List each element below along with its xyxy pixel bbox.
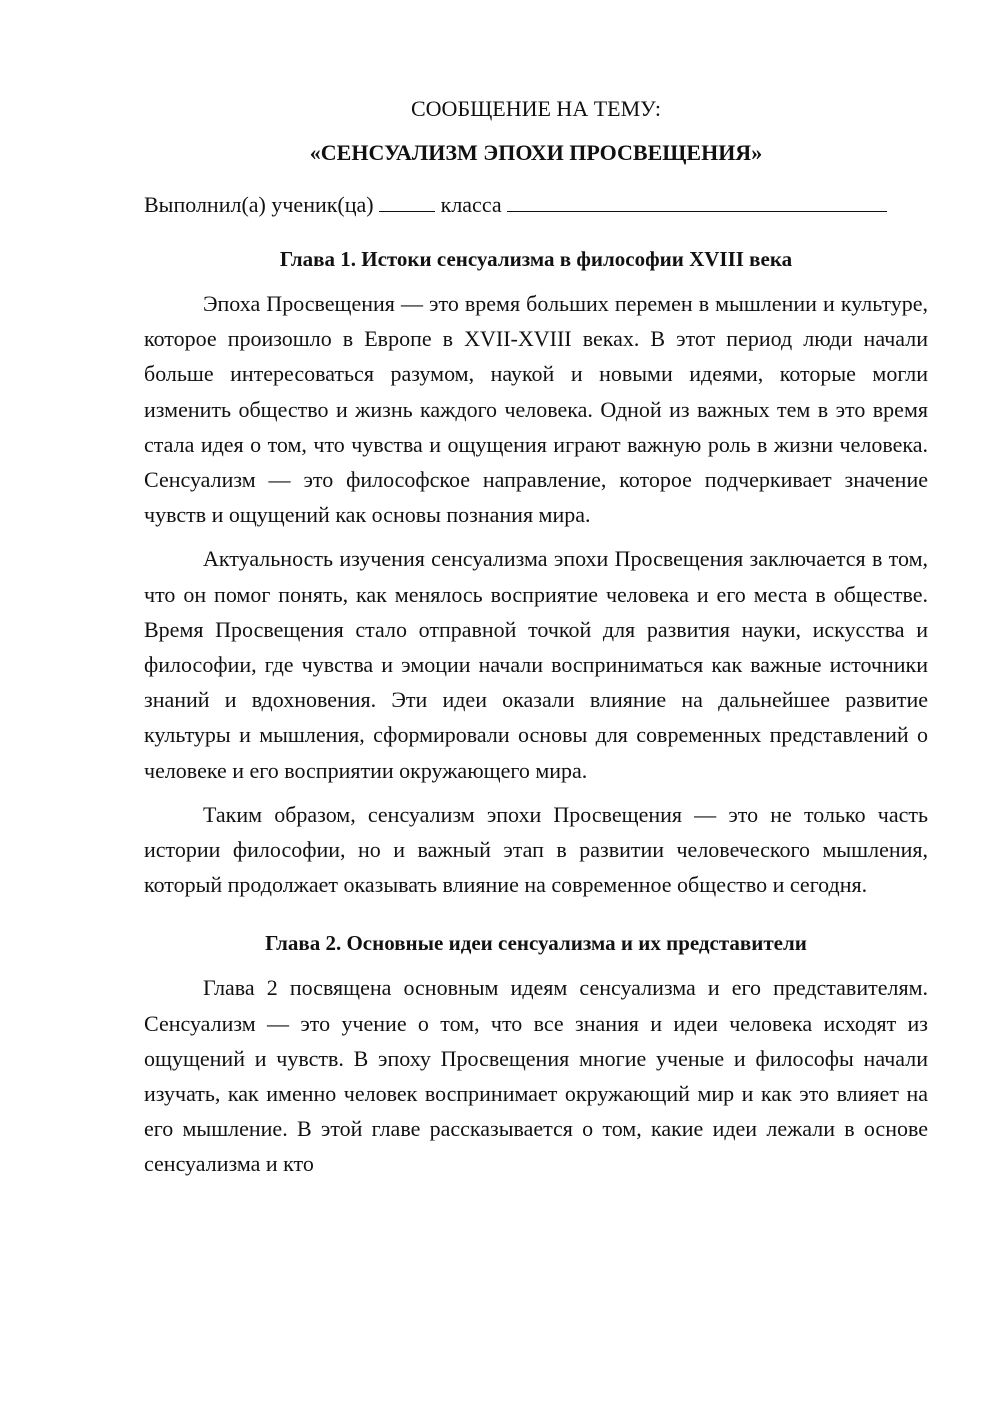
author-line: [144, 188, 928, 222]
chapter1-paragraph: Эпоха Просвещения — это время больших перемен в мышлении и культуре, которое произошло в Европе в XVII-XVIII веках. В этот период люди начали больше интересоваться разумом, наукой и новыми идеями, которые могли изменить общество и жизнь каждого человека. Одной из важных тем в это время стала идея о том, что чувства и ощущения играют важную роль в жизни человека. Сенсуализм — это философское направление, которое подчеркивает значение чувств и ощущений как основы познания мира.: [144, 291, 928, 528]
document-title-line2: «СЕНСУАЛИЗМ ЭПОХИ ПРОСВЕЩЕНИЯ»: [309, 140, 763, 165]
student-name-blank: [507, 189, 887, 212]
chapter2-heading: Глава 2. Основные идеи сенсуализма и их представители: [265, 931, 807, 956]
author-prefix: Выполнил(а) ученик(ца): [144, 192, 374, 217]
chapter1-heading: Глава 1. Истоки сенсуализма в философии XVIII века: [279, 247, 793, 271]
class-number-blank: [379, 189, 435, 212]
chapter1-paragraph: Таким образом, сенсуализм эпохи Просвещения — это не только часть истории философии, но и важный этап в развитии человеческого мышления, который продолжает оказывать влияние на современное общество и сегодня.: [144, 801, 928, 898]
document-page: [144, 92, 928, 1191]
chapter2-paragraph: Глава 2 посвящена основным идеям сенсуализма и его представителям. Сенсуализм — это учение о том, что все знания и идеи человека исходят из ощущений и чувств. В эпоху Просвещения многие ученые и философы начали изучать, как именно человек воспринимает окружающий мир и как это влияет на его мышление. В этой главе рассказывается о том, какие идеи лежали в основе сенсуализма и кто: [144, 975, 928, 1177]
author-class-word: класса: [440, 192, 502, 217]
chapter1-paragraph: Актуальность изучения сенсуализма эпохи Просвещения заключается в том, что он помог понять, как менялось восприятие человека и его места в обществе. Время Просвещения стало отправной точкой для развития науки, искусства и философии, где чувства и эмоции начали восприниматься как важные источники знаний и вдохновения. Эти идеи оказали влияние на дальнейшее развитие культуры и мышления, сформировали основы для современных представлений о человеке и его восприятии окружающего мира.: [144, 546, 928, 783]
document-title-line1: СООБЩЕНИЕ НА ТЕМУ:: [411, 96, 661, 121]
